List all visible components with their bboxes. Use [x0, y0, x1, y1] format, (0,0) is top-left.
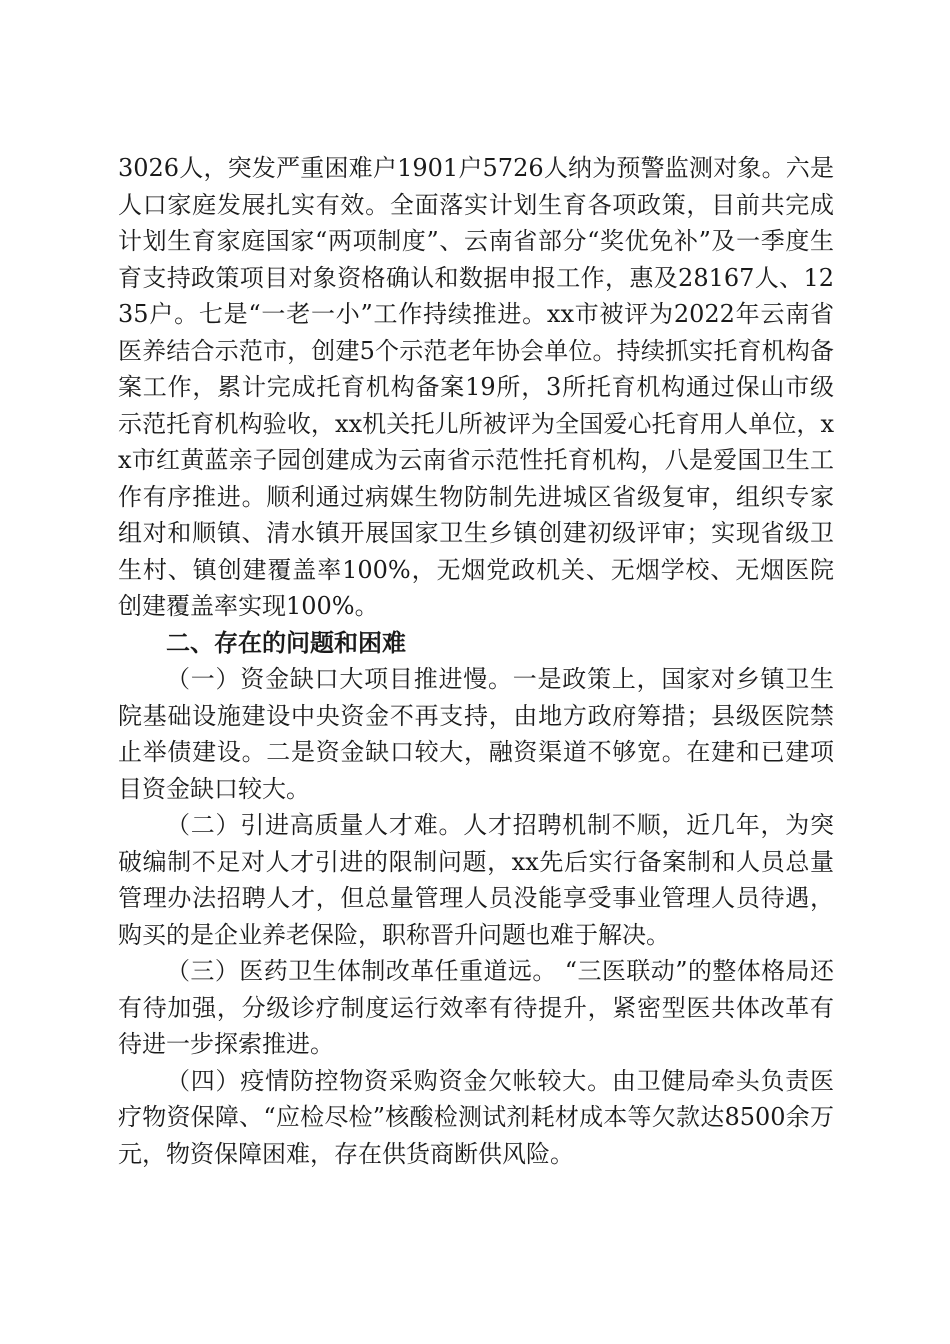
continuation-paragraph: 3026人，突发严重困难户1901户5726人纳为预警监测对象。六是人口家庭发展扎实有效。全面落实计划生育各项政策，目前共完成计划生育家庭国家“两项制度”、云南省部分“奖优免补”及一季度生育支持政策项目对象资格确认和数据申报工作，惠及28167人、1235户。七是“一老一小”工作持续推进。xx市被评为2022年云南省医养结合示范市，创建5个示范老年协会单位。持续抓实托育机构备案工作，累计完成托育机构备案19所，3所托育机构通过保山市级示范托育机构验收，xx机关托儿所被评为全国爱心托育用人单位，xx市红黄蓝亲子园创建成为云南省示范性托育机构，八是爱国卫生工作有序推进。顺利通过病媒生物防制先进城区省级复审，组织专家组对和顺镇、清水镇开展国家卫生乡镇创建初级评审；实现省级卫生村、镇创建覆盖率100%，无烟党政机关、无烟学校、无烟医院创建覆盖率实现100%。: [118, 154, 834, 620]
document-body: [118, 150, 834, 1172]
section-heading: 二、存在的问题和困难: [166, 628, 406, 657]
problem-paragraph-2: （二）引进高质量人才难。人才招聘机制不顺，近几年，为突破编制不足对人才引进的限制问题，xx先后实行备案制和人员总量管理办法招聘人才，但总量管理人员没能享受事业管理人员待遇，购买的是企业养老保险，职称晋升问题也难于解决。: [118, 811, 834, 949]
problem-paragraph-1: （一）资金缺口大项目推进慢。一是政策上，国家对乡镇卫生院基础设施建设中央资金不再支持，由地方政府筹措；县级医院禁止举债建设。二是资金缺口较大，融资渠道不够宽。在建和已建项目资金缺口较大。: [118, 665, 834, 803]
problem-paragraph-4: （四）疫情防控物资采购资金欠帐较大。由卫健局牵头负责医疗物资保障、“应检尽检”核酸检测试剂耗材成本等欠款达8500余万元，物资保障困难，存在供货商断供风险。: [118, 1066, 834, 1168]
problem-paragraph-3: （三）医药卫生体制改革任重道远。 “三医联动”的整体格局还有待加强，分级诊疗制度运行效率有待提升，紧密型医共体改革有待进一步探索推进。: [118, 957, 834, 1058]
